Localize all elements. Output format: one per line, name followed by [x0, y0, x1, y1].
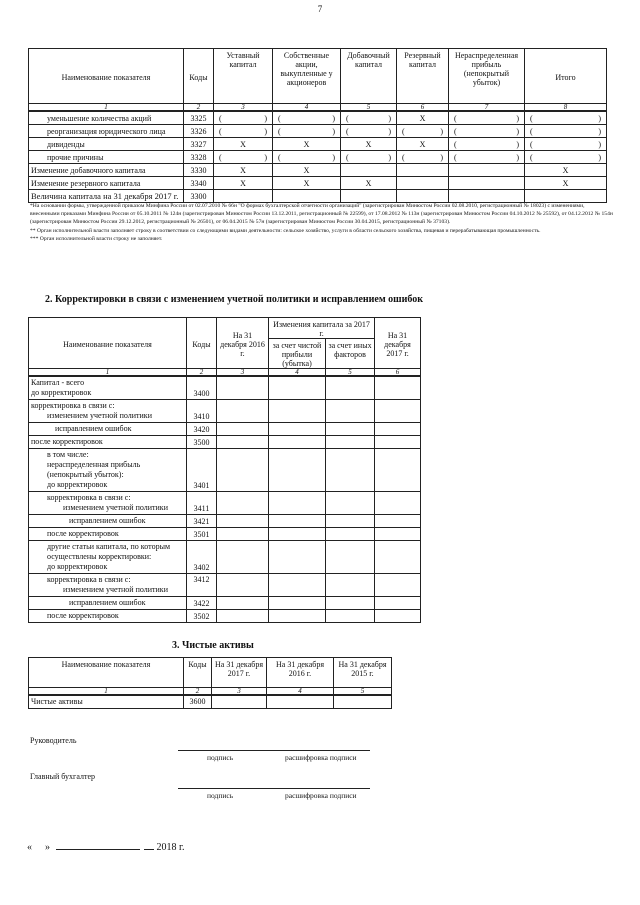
header-dec31-2017: На 31 декабря 2017 г. — [212, 658, 267, 688]
value-cell[interactable] — [375, 422, 421, 435]
row-name-line: после корректировок — [31, 436, 103, 446]
value-cell[interactable] — [269, 540, 326, 573]
head-label: Руководитель — [30, 736, 77, 745]
row-name — [29, 596, 187, 609]
row-name-line: до корректировок — [31, 387, 92, 397]
corrections-table — [28, 317, 421, 623]
row-name-line: нераспределенная прибыль — [47, 459, 141, 469]
row-code: 3401 — [187, 448, 217, 491]
open-paren: ( — [454, 113, 457, 123]
row-name — [29, 435, 187, 448]
value-cell[interactable] — [273, 190, 341, 203]
row-code: 3500 — [187, 435, 217, 448]
col-number: 8 — [525, 104, 607, 112]
row-name-line: после корректировок — [47, 610, 119, 620]
negative-value-cell[interactable] — [273, 125, 341, 138]
value-cell[interactable] — [326, 422, 375, 435]
not-applicable-mark: X — [397, 138, 449, 151]
close-paren: ) — [516, 126, 519, 136]
close-paren: ) — [516, 152, 519, 162]
header-capital-changes-2017: Изменения капитала за 2017 г. — [269, 318, 375, 339]
close-paren: ) — [388, 113, 391, 123]
value-cell[interactable] — [217, 527, 269, 540]
head-signature-caption: подпись — [207, 753, 234, 762]
header-dec31-2016: На 31 декабря 2016 г. — [217, 318, 269, 369]
value-cell[interactable] — [217, 596, 269, 609]
value-cell[interactable] — [334, 695, 392, 708]
footnotes — [30, 202, 615, 243]
not-applicable-mark: X — [341, 138, 397, 151]
row-name — [29, 514, 187, 527]
table-row — [29, 422, 421, 435]
value-cell[interactable] — [326, 573, 375, 596]
close-paren: ) — [264, 152, 267, 162]
row-code: 3410 — [187, 399, 217, 422]
close-paren: ) — [440, 152, 443, 162]
value-cell[interactable] — [375, 491, 421, 514]
negative-value-cell[interactable] — [341, 111, 397, 125]
close-paren: ) — [516, 139, 519, 149]
value-cell[interactable] — [217, 376, 269, 399]
row-name-line: корректировка в связи с: — [47, 492, 131, 502]
value-cell[interactable] — [341, 190, 397, 203]
header-codes: Коды — [187, 318, 217, 369]
footnote-2: ** Орган исполнительной власти заполняет строку в соответствии со следующими видами деятельности: сельское хозяйство, услуги в области сельского хозяйства, пищевая и перерабатывающая промышленность. — [30, 227, 541, 234]
table-row — [29, 448, 421, 491]
not-applicable-mark: X — [397, 111, 449, 125]
value-cell[interactable] — [397, 164, 449, 177]
table-row — [29, 151, 607, 164]
date-extra-field[interactable] — [144, 840, 154, 850]
close-paren: ) — [388, 126, 391, 136]
value-cell[interactable] — [341, 164, 397, 177]
row-code: 3600 — [184, 695, 212, 708]
row-code: 3327 — [184, 138, 214, 151]
row-code: 3400 — [187, 376, 217, 399]
header-additional-capital: Добавочный капитал — [341, 49, 397, 104]
row-code: 3421 — [187, 514, 217, 527]
accountant-signature-caption: подпись — [207, 791, 234, 800]
row-name-line: до корректировок — [47, 479, 108, 489]
row-name-line: (непокрытый убыток): — [47, 469, 124, 479]
header-reserve-capital: Резервный капитал — [397, 49, 449, 104]
negative-value-cell[interactable] — [449, 111, 525, 125]
value-cell[interactable] — [269, 376, 326, 399]
row-code: 3502 — [187, 609, 217, 622]
header-name: Наименование показателя — [29, 658, 184, 688]
close-paren: ) — [264, 113, 267, 123]
value-cell[interactable] — [269, 514, 326, 527]
table-row — [29, 111, 607, 125]
close-paren: ) — [598, 126, 601, 136]
row-name-line: исправлением ошибок — [69, 597, 146, 607]
col-number: 4 — [267, 688, 334, 696]
header-dec31-2016: На 31 декабря 2016 г. — [267, 658, 334, 688]
value-cell[interactable] — [214, 190, 273, 203]
footnote-3: *** Орган исполнительной власти строку не заполняет. — [30, 235, 163, 242]
capital-changes-table — [28, 48, 607, 203]
value-cell[interactable] — [397, 190, 449, 203]
row-name-line: изменением учетной политики — [63, 502, 168, 512]
row-code: 3422 — [187, 596, 217, 609]
open-paren: ( — [219, 126, 222, 136]
header-dec31-2017: На 31 декабря 2017 г. — [375, 318, 421, 369]
row-code: 3411 — [187, 491, 217, 514]
row-name: реорганизация юридического лица — [29, 125, 184, 138]
negative-value-cell[interactable] — [214, 151, 273, 164]
table-row — [29, 695, 392, 708]
header-total: Итого — [525, 49, 607, 104]
col-number: 3 — [212, 688, 267, 696]
value-cell[interactable] — [326, 609, 375, 622]
value-cell[interactable] — [269, 596, 326, 609]
value-cell[interactable] — [269, 448, 326, 491]
value-cell[interactable] — [375, 514, 421, 527]
not-applicable-mark: X — [214, 177, 273, 190]
col-number: 4 — [269, 369, 326, 377]
header-codes: Коды — [184, 49, 214, 104]
header-retained-earnings: Нераспределенная прибыль (непокрытый убыток) — [449, 49, 525, 104]
col-number: 6 — [375, 369, 421, 377]
table-row — [29, 573, 421, 596]
close-paren: ) — [598, 113, 601, 123]
row-name-line: после корректировок — [47, 528, 119, 538]
row-name — [29, 491, 187, 514]
row-name: прочие причины — [29, 151, 184, 164]
table-row — [29, 190, 607, 203]
row-code: 3330 — [184, 164, 214, 177]
value-cell[interactable] — [269, 422, 326, 435]
not-applicable-mark: X — [341, 177, 397, 190]
close-paren: ) — [332, 113, 335, 123]
negative-value-cell[interactable] — [397, 151, 449, 164]
row-name — [29, 399, 187, 422]
not-applicable-mark: X — [214, 138, 273, 151]
row-name: Изменение добавочного капитала — [29, 164, 184, 177]
value-cell[interactable] — [397, 177, 449, 190]
not-applicable-mark: X — [525, 177, 607, 190]
header-other-factors: за счет иных факторов — [326, 339, 375, 369]
value-cell[interactable] — [217, 399, 269, 422]
open-quote: « — [27, 842, 32, 853]
col-number: 6 — [397, 104, 449, 112]
value-cell[interactable] — [217, 435, 269, 448]
row-name: дивиденды — [29, 138, 184, 151]
row-name-line: до корректировок — [47, 561, 108, 571]
close-paren: ) — [264, 126, 267, 136]
row-name-line: в том числе: — [47, 449, 89, 459]
page-number: 7 — [317, 4, 323, 14]
date-month-field[interactable] — [56, 840, 140, 850]
close-paren: ) — [516, 113, 519, 123]
not-applicable-mark: X — [273, 177, 341, 190]
value-cell[interactable] — [269, 491, 326, 514]
table-row — [29, 435, 421, 448]
open-paren: ( — [530, 139, 533, 149]
column-number-row — [29, 369, 421, 377]
head-signature-line[interactable] — [178, 750, 370, 751]
row-name — [29, 376, 187, 399]
value-cell[interactable] — [375, 376, 421, 399]
row-name — [29, 573, 187, 596]
row-code: 3340 — [184, 177, 214, 190]
value-cell[interactable] — [449, 177, 525, 190]
col-number: 2 — [187, 369, 217, 377]
open-paren: ( — [278, 126, 281, 136]
open-paren: ( — [346, 126, 349, 136]
open-paren: ( — [402, 152, 405, 162]
row-name-line: исправлением ошибок — [69, 515, 146, 525]
negative-value-cell[interactable] — [273, 151, 341, 164]
header-dec31-2015: На 31 декабря 2015 г. — [334, 658, 392, 688]
row-name: уменьшение количества акций — [29, 111, 184, 125]
value-cell[interactable] — [217, 514, 269, 527]
row-name-line: корректировка в связи с: — [31, 400, 115, 410]
value-cell[interactable] — [326, 540, 375, 573]
col-number: 1 — [29, 104, 184, 112]
value-cell[interactable] — [269, 435, 326, 448]
value-cell[interactable] — [269, 399, 326, 422]
not-applicable-mark: X — [273, 164, 341, 177]
close-quote: » — [45, 842, 50, 853]
negative-value-cell[interactable] — [449, 125, 525, 138]
table-row — [29, 376, 421, 399]
row-name — [29, 422, 187, 435]
accountant-label: Главный бухгалтер — [30, 772, 95, 781]
value-cell[interactable] — [217, 491, 269, 514]
value-cell[interactable] — [326, 596, 375, 609]
section-3-title: 3. Чистые активы — [172, 640, 254, 651]
value-cell[interactable] — [326, 376, 375, 399]
net-assets-table — [28, 657, 392, 709]
row-name — [29, 527, 187, 540]
value-cell[interactable] — [449, 164, 525, 177]
open-paren: ( — [346, 113, 349, 123]
col-number: 1 — [29, 688, 184, 696]
value-cell[interactable] — [269, 527, 326, 540]
row-name-line: корректировка в связи с: — [47, 574, 131, 584]
value-cell[interactable] — [375, 435, 421, 448]
row-name — [29, 448, 187, 491]
row-name — [29, 540, 187, 573]
value-cell[interactable] — [375, 399, 421, 422]
negative-value-cell[interactable] — [525, 151, 607, 164]
row-code: 3326 — [184, 125, 214, 138]
row-code: 3402 — [187, 540, 217, 573]
close-paren: ) — [388, 152, 391, 162]
table-row — [29, 527, 421, 540]
value-cell[interactable] — [375, 527, 421, 540]
value-cell[interactable] — [212, 695, 267, 708]
col-number: 5 — [326, 369, 375, 377]
table-row — [29, 125, 607, 138]
col-number: 1 — [29, 369, 187, 377]
negative-value-cell[interactable] — [449, 138, 525, 151]
row-name-line: осуществлены корректировки: — [47, 551, 152, 561]
table-row — [29, 514, 421, 527]
open-paren: ( — [278, 152, 281, 162]
col-number: 3 — [214, 104, 273, 112]
col-number: 7 — [449, 104, 525, 112]
header-name: Наименование показателя — [29, 318, 187, 369]
column-number-row — [29, 104, 607, 112]
open-paren: ( — [454, 126, 457, 136]
negative-value-cell[interactable] — [214, 125, 273, 138]
row-code: 3420 — [187, 422, 217, 435]
open-paren: ( — [346, 152, 349, 162]
value-cell[interactable] — [269, 573, 326, 596]
negative-value-cell[interactable] — [341, 151, 397, 164]
header-name: Наименование показателя — [29, 49, 184, 104]
table-row — [29, 609, 421, 622]
col-number: 3 — [217, 369, 269, 377]
value-cell[interactable] — [326, 399, 375, 422]
row-code: 3328 — [184, 151, 214, 164]
close-paren: ) — [332, 126, 335, 136]
negative-value-cell[interactable] — [214, 111, 273, 125]
value-cell[interactable] — [326, 491, 375, 514]
footnote-1: *На основании формы, утвержденной приказом Минфина России от 02.07.2010 № 66н "О формах бухгалтерской отчетности организаций" (зарегистрирован Минюстом России 02.08.2010, регистрационный № 18023) с изменениями, внесенными приказами Минфина России от 05.10.2011 № 124н (зарегистрирован Минюстом России 13.12.2011, регистрационный № 22599), от 17.08.2012 № 113н (зарегистрирован Минюстом России 04.10.2012 № 25592), от 04.12.2012 № 154н (зарегистрирован Минюстом России 29.12.2012, регистрационный № 26501), от 06.04.2015 № 57н (зарегистрирован Минюстом России 30.04.2015, регистрационный № 37103). — [30, 203, 613, 226]
value-cell[interactable] — [375, 596, 421, 609]
header-charter-capital: Уставный капитал — [214, 49, 273, 104]
row-name: Чистые активы — [29, 695, 184, 708]
accountant-signature-line[interactable] — [178, 788, 370, 789]
open-paren: ( — [454, 152, 457, 162]
header-net-profit: за счет чистой прибыли (убытка) — [269, 339, 326, 369]
table-row — [29, 491, 421, 514]
open-paren: ( — [278, 113, 281, 123]
row-code: 3412 — [187, 573, 217, 596]
date-year: 2018 г. — [156, 842, 185, 853]
column-number-row — [29, 688, 392, 696]
table-row — [29, 399, 421, 422]
head-decoding-caption: расшифровка подписи — [285, 753, 357, 762]
header-codes: Коды — [184, 658, 212, 688]
open-paren: ( — [219, 113, 222, 123]
col-number: 5 — [334, 688, 392, 696]
row-name-line: исправлением ошибок — [55, 423, 132, 433]
table-row — [29, 138, 607, 151]
value-cell[interactable] — [375, 573, 421, 596]
close-paren: ) — [598, 139, 601, 149]
value-cell[interactable] — [326, 527, 375, 540]
negative-value-cell[interactable] — [449, 151, 525, 164]
negative-value-cell[interactable] — [341, 125, 397, 138]
value-cell[interactable] — [217, 422, 269, 435]
row-name — [29, 609, 187, 622]
col-number: 2 — [184, 104, 214, 112]
row-code: 3325 — [184, 111, 214, 125]
value-cell[interactable] — [326, 448, 375, 491]
accountant-decoding-caption: расшифровка подписи — [285, 791, 357, 800]
value-cell[interactable] — [375, 609, 421, 622]
open-paren: ( — [530, 126, 533, 136]
value-cell[interactable] — [217, 573, 269, 596]
row-code: 3300 — [184, 190, 214, 203]
negative-value-cell[interactable] — [525, 125, 607, 138]
table-row — [29, 540, 421, 573]
negative-value-cell[interactable] — [525, 111, 607, 125]
value-cell[interactable] — [217, 609, 269, 622]
value-cell[interactable] — [449, 190, 525, 203]
negative-value-cell[interactable] — [397, 125, 449, 138]
row-name: Величина капитала на 31 декабря 2017 г. — [29, 190, 184, 203]
open-paren: ( — [454, 139, 457, 149]
value-cell[interactable] — [326, 435, 375, 448]
open-paren: ( — [530, 113, 533, 123]
table-row — [29, 177, 607, 190]
open-paren: ( — [219, 152, 222, 162]
value-cell[interactable] — [326, 514, 375, 527]
value-cell[interactable] — [269, 609, 326, 622]
close-paren: ) — [440, 126, 443, 136]
header-own-shares: Собственные акции, выкупленные у акционеров — [273, 49, 341, 104]
col-number: 5 — [341, 104, 397, 112]
negative-value-cell[interactable] — [525, 138, 607, 151]
negative-value-cell[interactable] — [273, 111, 341, 125]
table-row — [29, 596, 421, 609]
value-cell[interactable] — [217, 540, 269, 573]
col-number: 4 — [273, 104, 341, 112]
not-applicable-mark: X — [525, 164, 607, 177]
row-name: Изменение резервного капитала — [29, 177, 184, 190]
close-paren: ) — [598, 152, 601, 162]
row-name-line: Капитал - всего — [31, 377, 85, 387]
open-paren: ( — [530, 152, 533, 162]
row-code: 3501 — [187, 527, 217, 540]
value-cell[interactable] — [525, 190, 607, 203]
date-line — [27, 840, 184, 853]
value-cell[interactable] — [375, 540, 421, 573]
not-applicable-mark: X — [273, 138, 341, 151]
close-paren: ) — [332, 152, 335, 162]
value-cell[interactable] — [375, 448, 421, 491]
row-name-line: другие статьи капитала, по которым — [47, 541, 171, 551]
value-cell[interactable] — [217, 448, 269, 491]
row-name-line: изменением учетной политики — [63, 584, 168, 594]
value-cell[interactable] — [267, 695, 334, 708]
section-2-title: 2. Корректировки в связи с изменением учетной политики и исправлением ошибок — [45, 294, 424, 305]
col-number: 2 — [184, 688, 212, 696]
table-row — [29, 164, 607, 177]
open-paren: ( — [402, 126, 405, 136]
row-name-line: изменением учетной политики — [47, 410, 152, 420]
not-applicable-mark: X — [214, 164, 273, 177]
